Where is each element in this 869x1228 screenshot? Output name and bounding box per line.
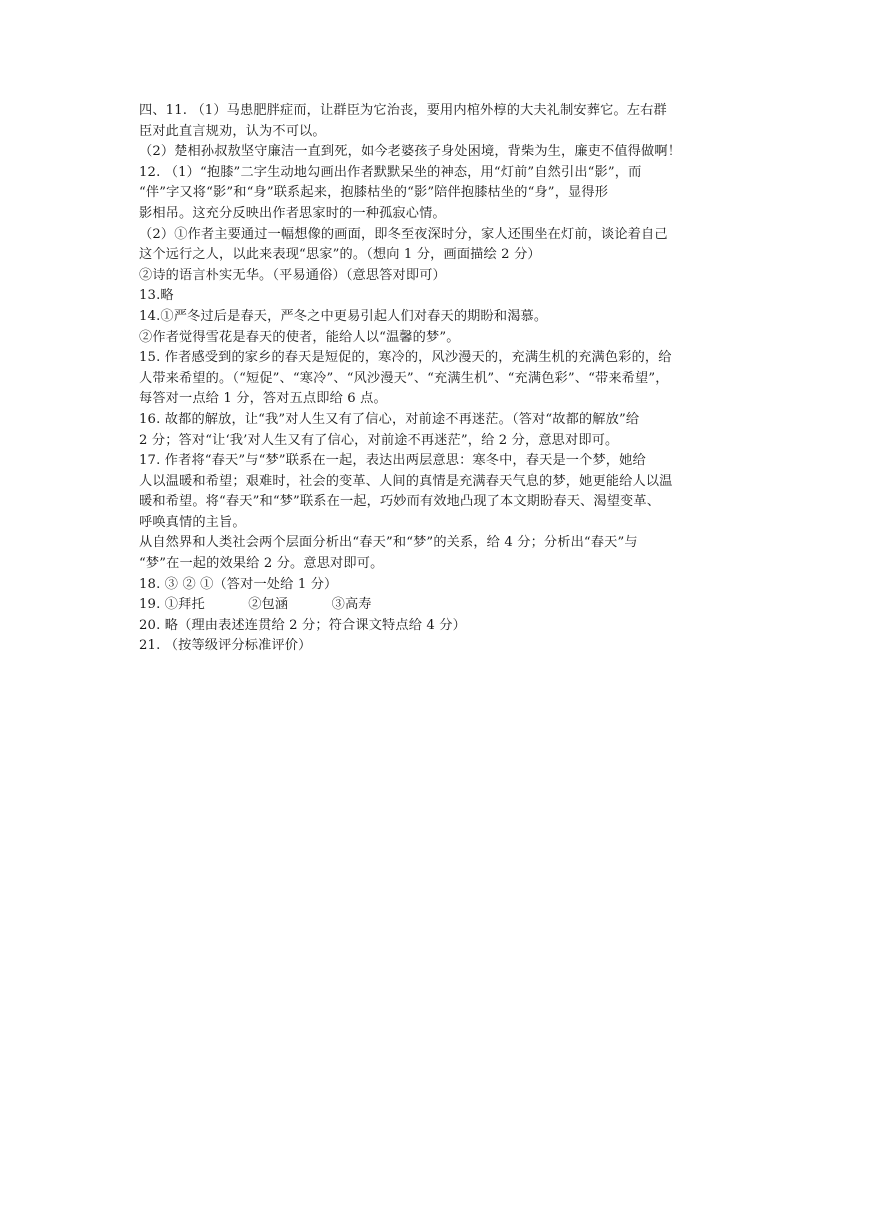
text-line: 14.①严冬过后是春天，严冬之中更易引起人们对春天的期盼和渴慕。: [139, 308, 548, 324]
text-line: （2）楚相孙叔敖坚守廉洁一直到死，如今老婆孩子身处困境，背柴为生，廉吏不值得做啊！: [139, 144, 682, 160]
text-line: ②作者觉得雪花是春天的使者，能给人以“温馨的梦”。: [139, 329, 460, 345]
text-line: 臣对此直言规劝，认为不可以。: [139, 123, 326, 139]
text-line: 四、11. （1）马患肥胖症而，让群臣为它治丧，要用内棺外椁的大夫礼制安葬它。左右群: [139, 103, 667, 118]
text-line: 12. （1）“抱膝”二字生动地勾画出作者默默呆坐的神态，用“灯前”自然引出“影”，而: [139, 164, 642, 180]
text-line: 人带来希望的。（“短促”、“寒冷”、“风沙漫天”、“充满生机”、“充满色彩”、“带来希望”，: [139, 370, 669, 386]
text-line: ②诗的语言朴实无华。（平易通俗）（意思答对即可）: [139, 267, 446, 283]
text-line: 15. 作者感受到的家乡的春天是短促的，寒冷的，风沙漫天的，充满生机的充满色彩的，给: [139, 350, 672, 366]
text-line: 这个远行之人，以此来表现“思家”的。（想向 1 分，画面描绘 2 分）: [139, 247, 541, 263]
text-line: 暖和希望。将“春天”和“梦”联系在一起，巧妙而有效地凸现了本文期盼春天、渴望变革、: [139, 494, 661, 510]
text-line: 18. ③ ② ①（答对一处给 1 分）: [139, 576, 338, 592]
text-line: 人以温暖和希望；艰难时，社会的变革、人间的真情是充满春天气息的梦，她更能给人以温: [139, 473, 673, 489]
text-line: 19. ①拜托 ②包涵 ③高寿: [139, 597, 372, 613]
text-line: “梦”在一起的效果给 2 分。意思对即可。: [139, 556, 384, 572]
text-line: 每答对一点给 1 分，答对五点即给 6 点。: [139, 391, 387, 407]
answer-document: [139, 101, 739, 657]
text-line: 17. 作者将“春天”与“梦”联系在一起，表达出两层意思：寒冬中，春天是一个梦，她给: [139, 453, 646, 469]
text-line: 从自然界和人类社会两个层面分析出“春天”和“梦”的关系，给 4 分；分析出“春天”与: [139, 535, 638, 551]
text-line: 20. 略（理由表述连贯给 2 分；符合课文特点给 4 分）: [139, 617, 466, 633]
text-line: 16. 故都的解放，让“我”对人生又有了信心，对前途不再迷茫。（答对“故都的解放”给: [139, 411, 640, 427]
text-line: 呼唤真情的主旨。: [139, 514, 246, 530]
text-line: “伴”字又将“影”和“身”联系起来，抱膝枯坐的“影”陪伴抱膝枯坐的“身”，显得形: [139, 185, 609, 201]
text-line: 2 分；答对“让‘我’对人生又有了信心，对前途不再迷茫”，给 2 分，意思对即可。: [139, 432, 619, 448]
text-line: 21. （按等级评分标准评价）: [139, 638, 312, 654]
text-line: 13.略: [139, 288, 174, 304]
text-line: （2）①作者主要通过一幅想像的画面，即冬至夜深时分，家人还围坐在灯前，谈论着自己: [139, 226, 668, 242]
text-line: 影相吊。这充分反映出作者思家时的一种孤寂心情。: [139, 205, 446, 221]
